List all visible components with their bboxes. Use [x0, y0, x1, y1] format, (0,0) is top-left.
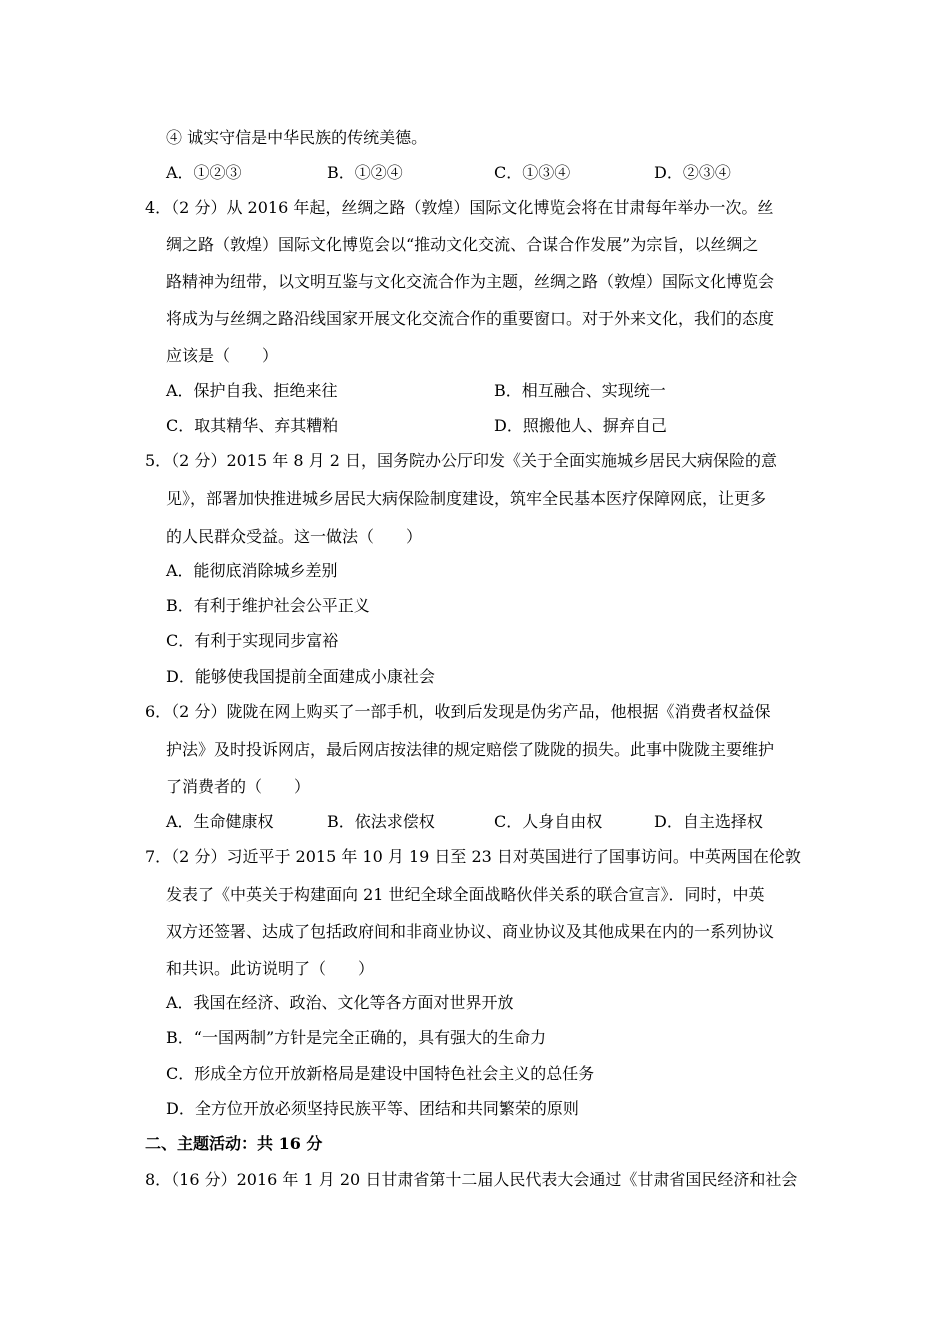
q3-option-a: A．①②③ — [166, 163, 242, 182]
q7-line-1: 7．（2 分）习近平于 2015 年 10 月 19 日至 23 日对英国进行了国事访问。中英两国在伦敦 — [145, 847, 801, 866]
section-2-title: 二、主题活动：共 16 分 — [145, 1134, 323, 1153]
q5-line-1: 5．（2 分）2015 年 8 月 2 日，国务院办公厅印发《关于全面实施城乡居民大病保险的意 — [145, 451, 777, 470]
q6-option-a: A．生命健康权 — [166, 812, 274, 831]
q7-line-3: 双方还签署、达成了包括政府间和非商业协议、商业协议及其他成果在内的一系列协议 — [166, 922, 775, 941]
q5-option-a: A．能彻底消除城乡差别 — [166, 561, 338, 580]
q7-option-a: A．我国在经济、政治、文化等各方面对世界开放 — [166, 993, 514, 1012]
q4-option-c: C．取其精华、弃其糟粕 — [166, 416, 339, 435]
q5-option-c: C．有利于实现同步富裕 — [166, 631, 339, 650]
q7-line-4: 和共识。此访说明了（ ） — [166, 959, 375, 978]
q8-line-1: 8．（16 分）2016 年 1 月 20 日甘肃省第十二届人民代表大会通过《甘肃省国民经济和社会 — [145, 1170, 798, 1189]
q6-option-d: D．自主选择权 — [654, 812, 763, 831]
q6-option-c: C．人身自由权 — [494, 812, 603, 831]
q7-option-b: B．“一国两制”方针是完全正确的，具有强大的生命力 — [166, 1028, 547, 1047]
q6-line-3: 了消费者的（ ） — [166, 777, 311, 796]
q4-line-2: 绸之路（敦煌）国际文化博览会以“推动文化交流、合谋合作发展”为宗旨，以丝绸之 — [166, 235, 759, 254]
q6-option-b: B．依法求偿权 — [327, 812, 435, 831]
q6-line-2: 护法》及时投诉网店，最后网店按法律的规定赔偿了陇陇的损失。此事中陇陇主要维护 — [166, 740, 775, 759]
q7-option-d: D．全方位开放必须坚持民族平等、团结和共同繁荣的原则 — [166, 1099, 579, 1118]
q3-option-c: C．①③④ — [494, 163, 571, 182]
q7-line-2: 发表了《中英关于构建面向 21 世纪全球全面战略伙伴关系的联合宣言》．同时，中英 — [166, 885, 765, 904]
q4-line-5: 应该是（ ） — [166, 346, 279, 365]
q4-option-b: B．相互融合、实现统一 — [494, 381, 666, 400]
q4-option-d: D．照搬他人、摒弃自己 — [494, 416, 667, 435]
q4-line-3: 路精神为纽带，以文明互鉴与文化交流合作为主题，丝绸之路（敦煌）国际文化博览会 — [166, 272, 775, 291]
q5-line-3: 的人民群众受益。这一做法（ ） — [166, 527, 423, 546]
q7-option-c: C．形成全方位开放新格局是建设中国特色社会主义的总任务 — [166, 1064, 595, 1083]
q5-option-d: D．能够使我国提前全面建成小康社会 — [166, 667, 435, 686]
q4-line-1: 4．（2 分）从 2016 年起，丝绸之路（敦煌）国际文化博览会将在甘肃每年举办一次。丝 — [145, 198, 774, 217]
q3-statement-4: ④ 诚实守信是中华民族的传统美德。 — [166, 128, 428, 147]
q3-option-d: D．②③④ — [654, 163, 731, 182]
q4-line-4: 将成为与丝绸之路沿线国家开展文化交流合作的重要窗口。对于外来文化，我们的态度 — [166, 309, 775, 328]
q6-line-1: 6．（2 分）陇陇在网上购买了一部手机，收到后发现是伪劣产品，他根据《消费者权益保 — [145, 702, 771, 721]
q5-option-b: B．有利于维护社会公平正义 — [166, 596, 370, 615]
q4-option-a: A．保护自我、拒绝来往 — [166, 381, 338, 400]
q3-option-b: B．①②④ — [327, 163, 403, 182]
q5-line-2: 见》，部署加快推进城乡居民大病保险制度建设，筑牢全民基本医疗保障网底，让更多 — [166, 489, 767, 508]
